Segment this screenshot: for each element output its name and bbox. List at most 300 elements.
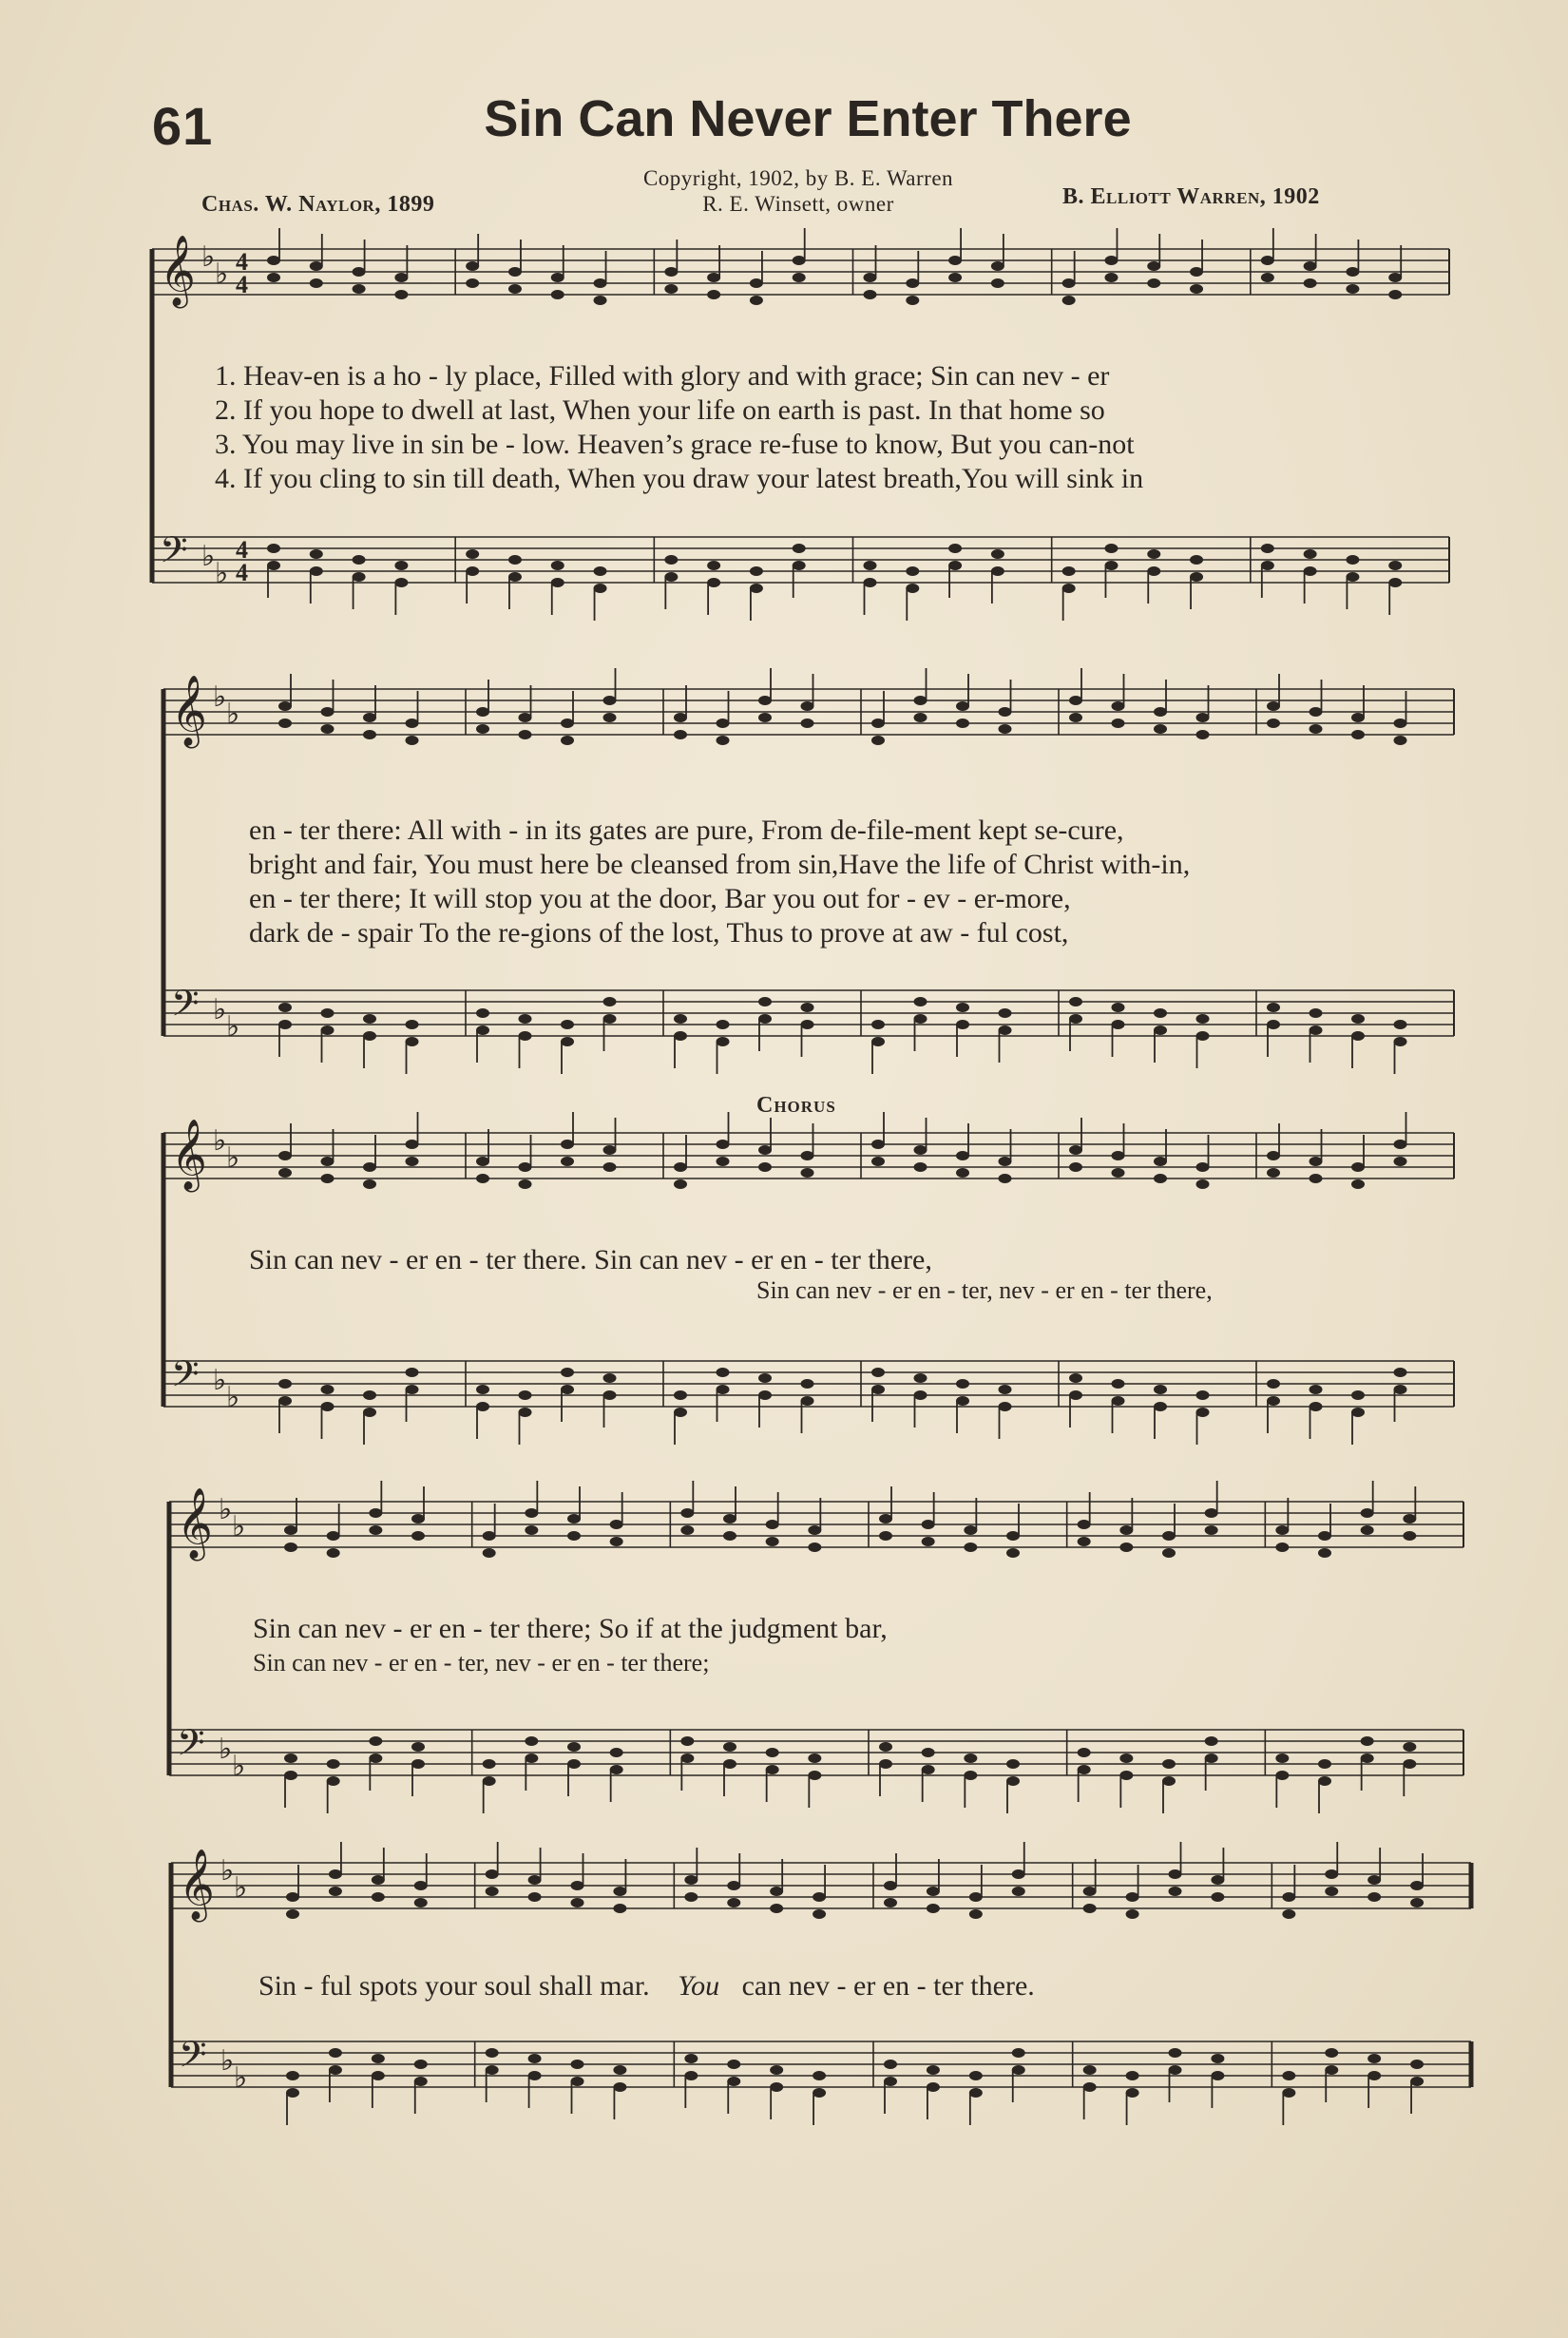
note-head (1261, 561, 1274, 570)
note-head (1112, 719, 1125, 728)
note-head (594, 566, 607, 576)
note-head (519, 1390, 532, 1400)
note-head (1351, 1390, 1365, 1400)
note-head (1394, 1037, 1407, 1046)
note-head (727, 2060, 740, 2069)
note-head (1275, 1754, 1289, 1763)
note-head (486, 2048, 499, 2058)
note-head (406, 719, 419, 728)
note-head (363, 1390, 376, 1400)
note-head (914, 997, 927, 1006)
time-signature-top: 4 (236, 248, 248, 276)
note-head (278, 1151, 292, 1160)
note-head (1361, 1736, 1374, 1746)
note-head (717, 736, 730, 745)
note-head (1006, 1776, 1020, 1786)
note-head (603, 713, 617, 722)
note-head (1162, 1548, 1176, 1558)
note-head (1394, 1157, 1407, 1166)
note-head (525, 1508, 538, 1518)
note-head (1267, 1168, 1280, 1178)
note-head (310, 278, 323, 288)
note-head (1083, 2082, 1097, 2092)
note-head (1154, 1025, 1167, 1035)
note-head (1062, 584, 1076, 593)
time-signature-bottom: 4 (236, 559, 248, 586)
note-head (999, 1174, 1012, 1183)
note-head (286, 2071, 299, 2080)
note-head (808, 1754, 821, 1763)
note-head (1351, 1162, 1365, 1172)
note-head (528, 1892, 542, 1902)
note-head (603, 1162, 617, 1172)
flat-icon: ♭ (220, 2044, 235, 2078)
note-head (406, 1037, 419, 1046)
note-head (567, 1759, 581, 1769)
note-head (1196, 1179, 1210, 1189)
flat-icon: ♭ (213, 993, 227, 1026)
note-head (793, 544, 806, 553)
note-head (964, 1771, 977, 1780)
note-head (1351, 1179, 1365, 1189)
flat-icon: ♭ (226, 1141, 240, 1175)
note-head (750, 584, 763, 593)
note-head (674, 1014, 687, 1024)
note-head (793, 561, 806, 570)
note-head (321, 1008, 335, 1018)
note-head (991, 549, 1004, 559)
note-head (321, 1385, 335, 1394)
note-head (1012, 1869, 1025, 1879)
flat-icon: ♭ (213, 1364, 227, 1397)
note-head (1325, 1887, 1338, 1896)
note-head (1388, 290, 1402, 299)
note-head (1304, 566, 1317, 576)
note-head (613, 2082, 626, 2092)
note-head (476, 1157, 489, 1166)
note-head (1351, 713, 1365, 722)
note-head (486, 1887, 499, 1896)
note-head (999, 1025, 1012, 1035)
note-head (1112, 1379, 1125, 1389)
note-head (1410, 1881, 1424, 1890)
note-head (278, 1003, 292, 1012)
note-head (793, 256, 806, 265)
note-head (879, 1759, 892, 1769)
note-head (1196, 1408, 1210, 1417)
note-head (871, 1385, 885, 1394)
note-head (363, 1162, 376, 1172)
note-head (363, 1179, 376, 1189)
note-head (964, 1754, 977, 1763)
note-head (914, 1162, 927, 1172)
verse-4-line-a: 4. If you cling to sin till death, When you draw your latest breath,You will sink in (215, 463, 1144, 494)
note-head (1325, 1869, 1338, 1879)
verse-1-line-b: en - ter there: All with - in its gates are pure, From de-file-ment kept se-cure, (249, 814, 1124, 846)
note-head (927, 2082, 940, 2092)
note-head (922, 1520, 935, 1529)
note-head (1351, 1031, 1365, 1041)
note-head (406, 1368, 419, 1377)
note-head (717, 1140, 730, 1149)
note-head (1147, 549, 1160, 559)
note-head (999, 707, 1012, 717)
note-head (770, 1887, 783, 1896)
note-head (1267, 1151, 1280, 1160)
flat-icon: ♭ (219, 1733, 233, 1766)
note-head (956, 719, 969, 728)
note-head (561, 1157, 574, 1166)
note-head (1112, 1168, 1125, 1178)
verse-3-line-b: en - ter there; It will stop you at the door, Bar you out for - ev - er-more, (249, 883, 1071, 914)
note-head (770, 2082, 783, 2092)
note-head (1310, 1402, 1323, 1411)
note-head (561, 1037, 574, 1046)
note-head (1318, 1548, 1331, 1558)
note-head (603, 1145, 617, 1155)
note-head (1361, 1525, 1374, 1535)
note-head (717, 1020, 730, 1029)
note-head (879, 1514, 892, 1524)
note-head (864, 561, 877, 570)
lyricist-credit: Chas. W. Naylor, 1899 (201, 192, 435, 217)
note-head (1367, 2054, 1381, 2063)
note-head (278, 1168, 292, 1178)
note-head (551, 561, 564, 570)
note-head (1261, 256, 1274, 265)
note-head (1282, 2088, 1295, 2098)
note-head (476, 1402, 489, 1411)
note-head (567, 1742, 581, 1752)
note-head (603, 1390, 617, 1400)
note-head (1394, 1385, 1407, 1394)
note-head (286, 1892, 299, 1902)
flat-icon: ♭ (226, 1381, 240, 1414)
note-head (758, 1373, 772, 1383)
note-head (1169, 2065, 1182, 2075)
note-head (528, 1875, 542, 1885)
note-head (1196, 713, 1210, 722)
note-head (750, 296, 763, 305)
note-head (1154, 1402, 1167, 1411)
note-head (519, 1162, 532, 1172)
note-head (1162, 1759, 1176, 1769)
note-head (871, 736, 885, 745)
treble-clef-icon: 𝄞 (177, 1488, 213, 1559)
note-head (329, 2065, 342, 2075)
note-head (1304, 278, 1317, 288)
note-head (813, 2071, 826, 2080)
chorus-bass-line-2: Sin can nev - er en - ter, nev - er en - ter there; (253, 1649, 710, 1677)
note-head (603, 997, 617, 1006)
note-head (508, 284, 522, 294)
note-head (717, 1368, 730, 1377)
hymn-title: Sin Can Never Enter There (484, 90, 1132, 147)
bass-clef-icon: 𝄢 (171, 1352, 200, 1404)
note-head (884, 2077, 897, 2086)
treble-clef-icon: 𝄞 (160, 236, 196, 306)
chorus-line-3-part-b: can nev - er en - ter there. (741, 1970, 1035, 2002)
note-head (363, 1014, 376, 1024)
note-head (801, 1020, 814, 1029)
note-head (680, 1508, 694, 1518)
note-head (707, 561, 720, 570)
note-head (394, 561, 408, 570)
note-head (519, 730, 532, 739)
note-head (284, 1543, 297, 1552)
note-head (1078, 1520, 1091, 1529)
note-head (808, 1525, 821, 1535)
note-head (310, 566, 323, 576)
note-head (1361, 1508, 1374, 1518)
note-head (758, 1145, 772, 1155)
note-head (801, 719, 814, 728)
note-head (964, 1525, 977, 1535)
note-head (561, 1368, 574, 1377)
note-head (519, 713, 532, 722)
copyright-line-2: R. E. Winsett, owner (702, 192, 894, 216)
note-head (321, 1157, 335, 1166)
note-head (267, 544, 280, 553)
note-head (1104, 256, 1118, 265)
note-head (1394, 1368, 1407, 1377)
note-head (1403, 1742, 1416, 1752)
flat-icon: ♭ (219, 1493, 233, 1526)
note-head (956, 1168, 969, 1178)
note-head (594, 584, 607, 593)
verse-1-line-a: 1. Heav-en is a ho - ly place, Filled with glory and with grace; Sin can nev - er (215, 360, 1110, 392)
note-head (508, 572, 522, 582)
note-head (1211, 2054, 1224, 2063)
note-head (1078, 1748, 1091, 1757)
chorus-label: Chorus (756, 1093, 836, 1118)
note-head (674, 1162, 687, 1172)
note-head (969, 1892, 983, 1902)
note-head (1169, 1869, 1182, 1879)
note-head (1012, 2048, 1025, 2058)
note-head (394, 578, 408, 587)
note-head (1069, 1373, 1082, 1383)
note-head (561, 1020, 574, 1029)
note-head (594, 278, 607, 288)
note-head (1006, 1531, 1020, 1541)
note-head (948, 273, 962, 282)
note-head (551, 578, 564, 587)
note-head (884, 1881, 897, 1890)
note-head (1069, 1145, 1082, 1155)
note-head (1211, 2071, 1224, 2080)
note-head (508, 555, 522, 565)
note-head (684, 2071, 698, 2080)
note-head (922, 1765, 935, 1774)
note-head (353, 267, 366, 277)
note-head (372, 1892, 385, 1902)
note-head (864, 273, 877, 282)
note-head (723, 1742, 736, 1752)
note-head (1367, 1892, 1381, 1902)
note-head (525, 1754, 538, 1763)
note-head (610, 1765, 623, 1774)
note-head (1154, 1157, 1167, 1166)
note-head (394, 273, 408, 282)
note-head (717, 1385, 730, 1394)
note-head (1310, 1174, 1323, 1183)
note-head (1147, 278, 1160, 288)
note-head (801, 1003, 814, 1012)
note-head (1275, 1543, 1289, 1552)
note-head (1267, 1379, 1280, 1389)
time-signature-top: 4 (236, 536, 248, 564)
note-head (1310, 724, 1323, 734)
note-head (1112, 1020, 1125, 1029)
note-head (414, 2077, 428, 2086)
note-head (1351, 1408, 1365, 1417)
note-head (414, 1881, 428, 1890)
note-head (1078, 1537, 1091, 1546)
note-head (813, 1909, 826, 1919)
note-head (528, 2054, 542, 2063)
note-head (321, 1402, 335, 1411)
note-head (871, 1037, 885, 1046)
note-head (327, 1759, 340, 1769)
note-head (466, 549, 479, 559)
note-head (871, 1157, 885, 1166)
note-head (284, 1525, 297, 1535)
note-head (1267, 1396, 1280, 1406)
note-head (327, 1531, 340, 1541)
note-head (483, 1759, 496, 1769)
note-head (369, 1508, 382, 1518)
note-head (801, 1151, 814, 1160)
note-head (406, 1385, 419, 1394)
note-head (884, 1898, 897, 1907)
flat-icon: ♭ (220, 1854, 235, 1888)
note-head (674, 1390, 687, 1400)
note-head (906, 584, 919, 593)
note-head (1410, 2077, 1424, 2086)
note-head (406, 736, 419, 745)
note-head (486, 1869, 499, 1879)
note-head (353, 572, 366, 582)
note-head (1267, 701, 1280, 711)
note-head (528, 2071, 542, 2080)
note-head (327, 1776, 340, 1786)
note-head (406, 1157, 419, 1166)
note-head (603, 696, 617, 705)
note-head (603, 1014, 617, 1024)
note-head (956, 1020, 969, 1029)
note-head (1388, 578, 1402, 587)
note-head (1205, 1736, 1218, 1746)
note-head (793, 273, 806, 282)
note-head (1310, 1008, 1323, 1018)
note-head (1112, 701, 1125, 711)
note-head (1267, 1003, 1280, 1012)
note-head (969, 1909, 983, 1919)
note-head (1190, 284, 1203, 294)
note-head (1169, 1887, 1182, 1896)
note-head (321, 724, 335, 734)
note-head (906, 296, 919, 305)
note-head (1325, 2048, 1338, 2058)
note-head (674, 1031, 687, 1041)
note-head (813, 1892, 826, 1902)
note-head (1318, 1759, 1331, 1769)
note-head (466, 278, 479, 288)
note-head (707, 578, 720, 587)
note-head (727, 1898, 740, 1907)
note-head (1069, 713, 1082, 722)
note-head (411, 1742, 425, 1752)
note-head (1388, 561, 1402, 570)
note-head (1196, 1162, 1210, 1172)
note-head (1012, 2065, 1025, 2075)
note-head (871, 1140, 885, 1149)
note-head (914, 1373, 927, 1383)
note-head (1282, 1909, 1295, 1919)
note-head (267, 561, 280, 570)
flat-icon: ♭ (213, 1124, 227, 1158)
note-head (1104, 273, 1118, 282)
note-head (610, 1748, 623, 1757)
note-head (603, 1373, 617, 1383)
note-head (914, 696, 927, 705)
chorus-line-3 (258, 1969, 1035, 2003)
note-head (717, 1037, 730, 1046)
treble-clef-icon: 𝄞 (179, 1849, 215, 1920)
note-head (727, 1881, 740, 1890)
note-head (369, 1736, 382, 1746)
note-head (758, 696, 772, 705)
note-head (1069, 696, 1082, 705)
note-head (267, 256, 280, 265)
note-head (1190, 572, 1203, 582)
note-head (991, 278, 1004, 288)
note-head (1346, 284, 1359, 294)
note-head (1410, 2060, 1424, 2069)
note-head (1104, 561, 1118, 570)
note-head (770, 1904, 783, 1913)
note-head (1069, 1014, 1082, 1024)
bass-clef-icon: 𝄢 (179, 2033, 207, 2084)
note-head (267, 273, 280, 282)
note-head (914, 1390, 927, 1400)
note-head (956, 1396, 969, 1406)
note-head (321, 1025, 335, 1035)
note-head (766, 1748, 779, 1757)
note-head (684, 1892, 698, 1902)
note-head (1275, 1525, 1289, 1535)
note-head (1062, 296, 1076, 305)
note-head (922, 1537, 935, 1546)
note-head (723, 1531, 736, 1541)
note-head (284, 1771, 297, 1780)
note-head (1196, 730, 1210, 739)
note-head (1154, 1008, 1167, 1018)
note-head (999, 1008, 1012, 1018)
note-head (914, 1014, 927, 1024)
verse-4-line-b: dark de - spair To the re-gions of the lost, Thus to prove at aw - ful cost, (249, 917, 1069, 949)
note-head (483, 1531, 496, 1541)
flat-icon: ♭ (226, 698, 240, 731)
note-head (1267, 719, 1280, 728)
note-head (956, 701, 969, 711)
note-head (766, 1537, 779, 1546)
note-head (414, 2060, 428, 2069)
note-head (567, 1514, 581, 1524)
note-head (914, 713, 927, 722)
note-head (879, 1531, 892, 1541)
